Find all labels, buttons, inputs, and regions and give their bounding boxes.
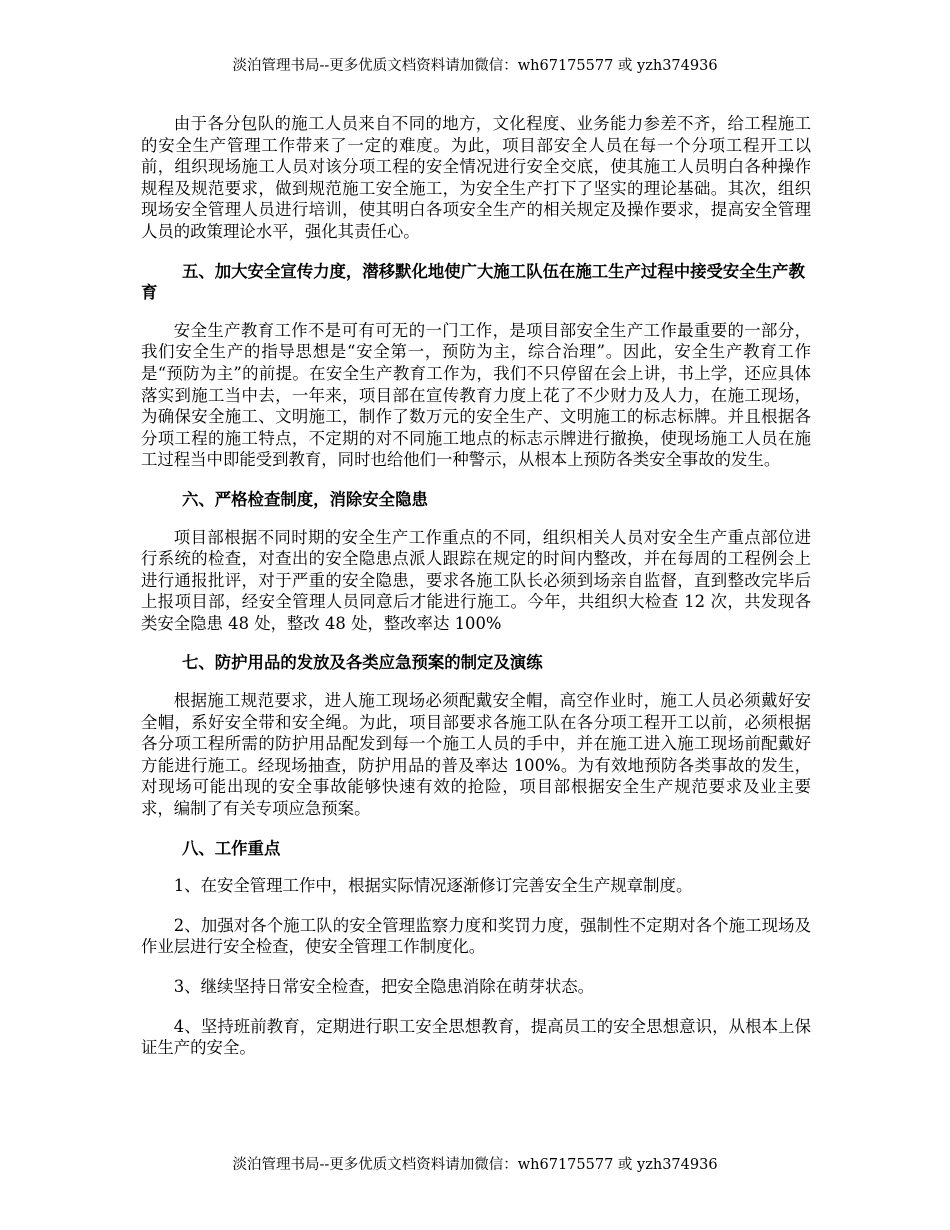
heading-section-6: 六、严格检查制度，消除安全隐患: [182, 489, 428, 509]
paragraph-protective-equipment: 根据施工规范要求，进人施工现场必须配戴安全帽，高空作业时，施工人员必须戴好安全帽，系好安全带和安全绳。为此，项目部要求各施工队在各分项工程开工以前，必须根据各分项工程所需的防护用品配发到每一个施工人员的手中，并在施工进入施工现场前配戴好方能进行施工。经现场抽查，防护用品的普及率达 100%。为有效地预防各类事故的发生，对现场可能出现的安全事故能够快速有效的抢险，项目部根据安全生产规范要求及业主要求，编制了有关专项应急预案。: [141, 691, 811, 819]
paragraph-education: 安全生产教育工作不是可有可无的一门工作，是项目部安全生产工作最重要的一部分，我们安全生产的指导思想是“安全第一，预防为主，综合治理”。因此，安全生产教育工作是“预防为主”的前提。在安全生产教育工作为，我们不只停留在会上讲，书上学，还应具体落实到施工当中去，一年来，项目部在宣传教育力度上花了不少财力及人力，在施工现场，为确保安全施工、文明施工，制作了数万元的安全生产、文明施工的标志标牌。并且根据各分项工程的施工特点，不定期的对不同施工地点的标志示牌进行撤换，使现场施工人员在施工过程当中即能受到教育，同时也给他们一种警示，从根本上预防各类安全事故的发生。: [141, 320, 811, 470]
page-footer: 淡泊管理书局--更多优质文档资料请加微信：wh67175577 或 yzh374936: [232, 1157, 718, 1173]
list-item: 1、在安全管理工作中，根据实际情况逐渐修订完善安全生产规章制度。: [173, 876, 693, 896]
list-item: 2、加强对各个施工队的安全管理监察力度和奖罚力度，强制性不定期对各个施工现场及作业层进行安全检查，使安全管理工作制度化。: [141, 915, 811, 957]
page-header: 淡泊管理书局--更多优质文档资料请加微信：wh67175577 或 yzh374936: [232, 58, 718, 74]
paragraph-training: 由于各分包队的施工人员来自不同的地方，文化程度、业务能力参差不齐，给工程施工的安全生产管理工作带来了一定的难度。为此，项目部安全人员在每一个分项工程开工以前，组织现场施工人员对该分项工程的安全情况进行安全交底，使其施工人员明白各种操作规程及规范要求，做到规范施工安全施工，为安全生产打下了坚实的理论基础。其次，组织现场安全管理人员进行培训，使其明白各项安全生产的相关规定及操作要求，提高安全管理人员的政策理论水平，强化其责任心。: [141, 114, 811, 241]
list-item: 3、继续坚持日常安全检查，把安全隐患消除在萌芽状态。: [173, 977, 594, 996]
document-body: [141, 113, 811, 1077]
heading-section-7: 七、防护用品的发放及各类应急预案的制定及演练: [182, 653, 543, 673]
heading-section-5: 五、加大安全宣传力度，潜移默化地使广大施工队伍在施工生产过程中接受安全生产教育: [141, 261, 805, 303]
list-item: 4、坚持班前教育，定期进行职工安全思想教育，提高员工的安全思想意识，从根本上保证生产的安全。: [141, 1016, 811, 1058]
paragraph-inspection: 项目部根据不同时期的安全生产工作重点的不同，组织相关人员对安全生产重点部位进行系统的检查，对查出的安全隐患点派人跟踪在规定的时间内整改，并在每周的工程例会上进行通报批评，对于严重的安全隐患，要求各施工队长必须到场亲自监督，直到整改完毕后上报项目部，经安全管理人员同意后才能进行施工。今年，共组织大检查 12 次，共发现各类安全隐患 48 处，整改 48 处，整改率达 100%: [141, 527, 811, 633]
heading-section-8: 八、工作重点: [182, 838, 281, 858]
